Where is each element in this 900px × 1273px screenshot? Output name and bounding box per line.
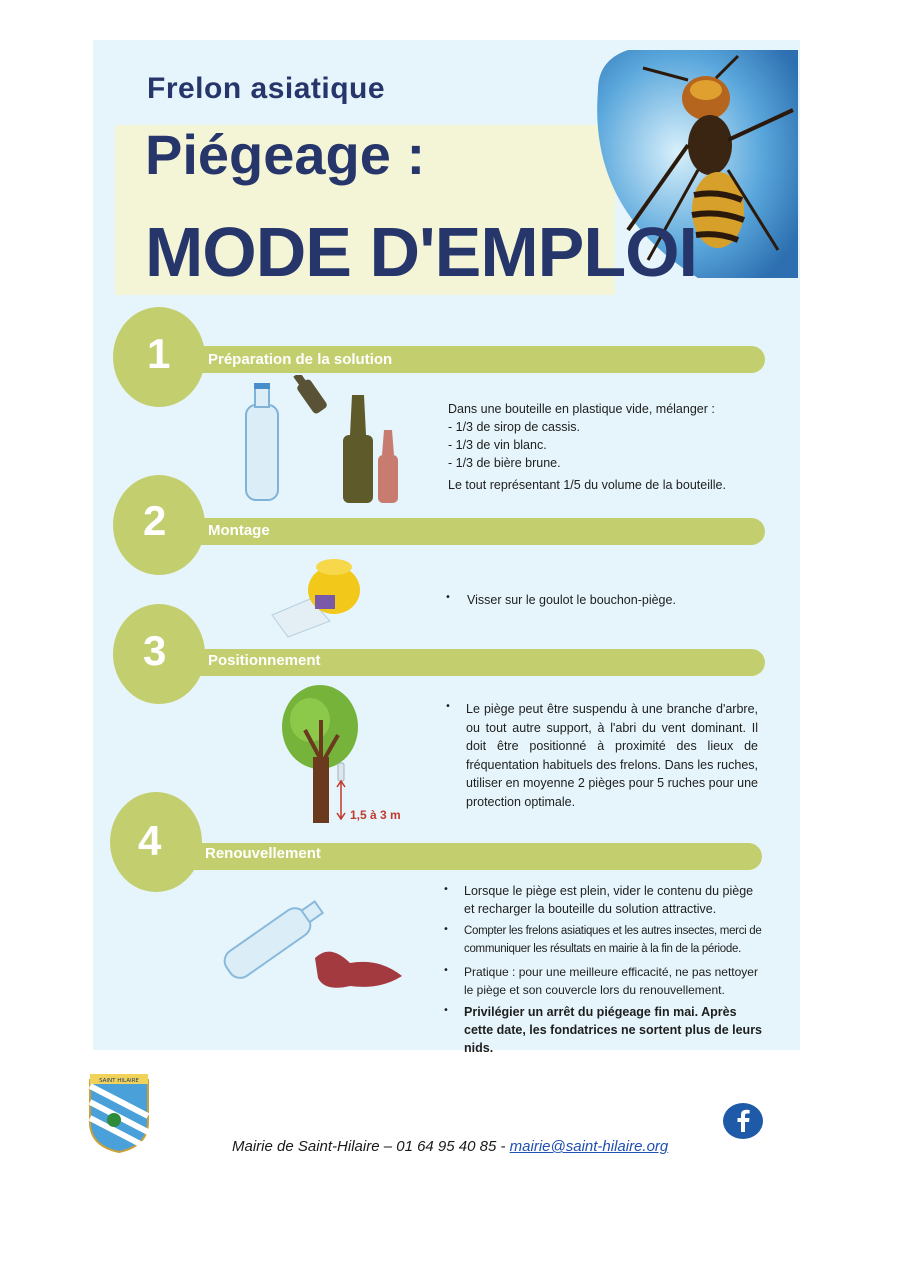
- step-4-title: Renouvellement: [205, 845, 321, 862]
- height-measure: 1,5 à 3 m: [350, 808, 401, 822]
- bullet-icon: •: [443, 965, 449, 976]
- bullet-icon: •: [445, 592, 451, 603]
- step-2-instruction: Visser sur le goulot le bouchon-piège.: [467, 593, 676, 607]
- subtitle: Frelon asiatique: [147, 72, 386, 105]
- step-1-line: Dans une bouteille en plastique vide, mélanger :: [448, 402, 715, 416]
- used-trap-icon: [220, 888, 410, 998]
- step-1-number: 1: [147, 330, 171, 377]
- step-1-title: Préparation de la solution: [208, 351, 393, 368]
- footer-contact: [232, 1138, 668, 1155]
- facebook-icon[interactable]: [722, 1102, 764, 1140]
- step-1-instructions: [448, 400, 768, 494]
- step-4-item: Pratique : pour une meilleure efficacité, ne pas nettoyer le piège et son couvercle lors du renouvellement.: [464, 965, 758, 997]
- step-3-number: 3: [143, 627, 167, 674]
- bullet-icon: •: [443, 884, 449, 895]
- email-link[interactable]: mairie@saint-hilaire.org: [509, 1138, 669, 1155]
- step-3-instruction: Le piège peut être suspendu à une branche d'arbre, ou tout autre support, à l'abri du vent dominant. Il doit être positionné à proximité des lieux de fréquentation habituels des frelons. Dans les ruches, utiliser en moyenne 2 pièges pour 5 ruches pour une protection optimale.: [466, 702, 758, 809]
- step-3-title: Positionnement: [208, 652, 321, 669]
- step-1-line: - 1/3 de vin blanc.: [448, 438, 547, 452]
- page-title: MODE D'EMPLOI: [145, 213, 697, 291]
- step-4-item: Privilégier un arrêt du piégeage fin mai. Après cette date, les fondatrices ne sortent plus de leurs nids.: [464, 1005, 763, 1055]
- tree-icon: [280, 685, 365, 823]
- title-piegeage: Piégeage :: [145, 123, 426, 186]
- contact-text: Mairie de Saint-Hilaire – 01 64 95 40 85 -: [232, 1138, 510, 1155]
- step-2-title: Montage: [208, 522, 270, 539]
- bullet-icon: •: [445, 701, 451, 712]
- step-1-line: - 1/3 de bière brune.: [448, 456, 561, 470]
- step-1-line: Le tout représentant 1/5 du volume de la bouteille.: [448, 478, 726, 492]
- trap-cap-icon: [270, 555, 370, 640]
- step-4-item: Compter les frelons asiatiques et les autres insectes, merci de communiquer les résultats en mairie à la fin de la période.: [464, 925, 762, 955]
- step-4-number: 4: [138, 817, 162, 864]
- crest-icon: [88, 1072, 150, 1154]
- bottle-icon: [240, 375, 410, 510]
- crest-text: SAINT HILAIRE: [99, 1078, 139, 1084]
- step-1-line: - 1/3 de sirop de cassis.: [448, 420, 581, 434]
- bullet-icon: •: [443, 924, 449, 935]
- step-4-item: Lorsque le piège est plein, vider le contenu du piège et recharger la bouteille du solution attractive.: [464, 884, 754, 916]
- bullet-icon: •: [443, 1005, 449, 1016]
- step-2-number: 2: [143, 497, 167, 544]
